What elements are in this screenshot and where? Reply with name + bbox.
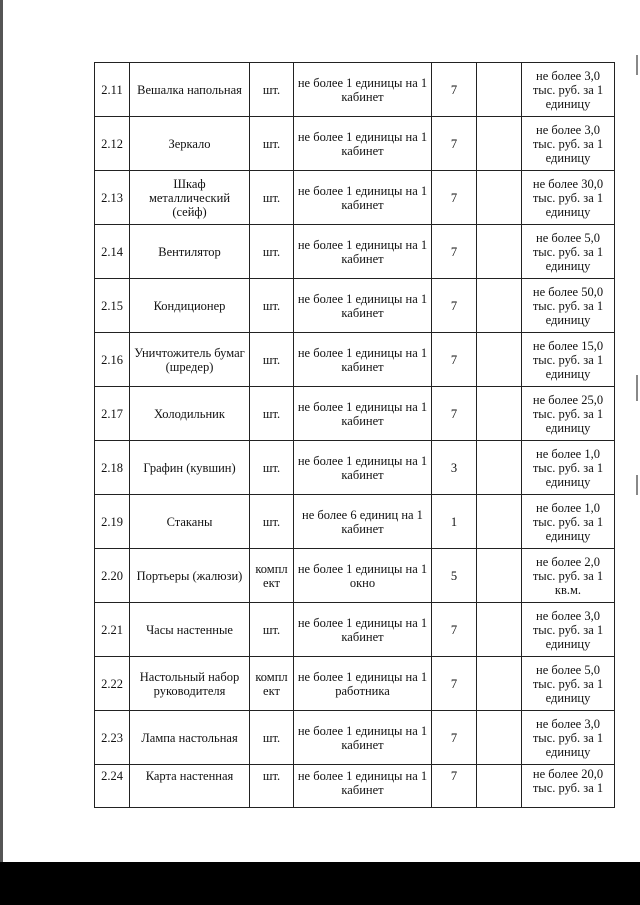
unit-cell: шт. — [250, 441, 294, 495]
price-limit-cell: не более 1,0 тыс. руб. за 1 единицу — [522, 495, 615, 549]
scan-mark — [636, 55, 638, 75]
quantity-norm-cell: не более 1 единицы на 1 кабинет — [294, 171, 432, 225]
item-name-cell: Шкаф металлический (сейф) — [130, 171, 250, 225]
unit-cell: шт. — [250, 765, 294, 808]
quantity-norm-cell: не более 1 единицы на 1 кабинет — [294, 117, 432, 171]
empty-cell-cell — [477, 117, 522, 171]
table-row — [95, 441, 615, 495]
empty-cell-cell — [477, 603, 522, 657]
service-life-cell: 3 — [432, 441, 477, 495]
price-limit-cell: не более 5,0 тыс. руб. за 1 единицу — [522, 225, 615, 279]
service-life-cell: 7 — [432, 225, 477, 279]
row-number-cell: 2.17 — [95, 387, 130, 441]
quantity-norm-cell: не более 1 единицы на 1 кабинет — [294, 387, 432, 441]
item-name-cell: Зеркало — [130, 117, 250, 171]
table-row — [95, 171, 615, 225]
item-name-cell: Вешалка напольная — [130, 63, 250, 117]
price-limit-cell: не более 30,0 тыс. руб. за 1 единицу — [522, 171, 615, 225]
empty-cell-cell — [477, 711, 522, 765]
row-number-cell: 2.18 — [95, 441, 130, 495]
quantity-norm-cell: не более 1 единицы на 1 кабинет — [294, 711, 432, 765]
item-name-cell: Вентилятор — [130, 225, 250, 279]
price-limit-cell: не более 1,0 тыс. руб. за 1 единицу — [522, 441, 615, 495]
table-row — [95, 603, 615, 657]
norms-table-body — [95, 63, 615, 808]
row-number-cell: 2.22 — [95, 657, 130, 711]
norms-table — [94, 62, 615, 808]
quantity-norm-cell: не более 1 единицы на 1 кабинет — [294, 603, 432, 657]
table-row — [95, 711, 615, 765]
quantity-norm-cell: не более 6 единиц на 1 кабинет — [294, 495, 432, 549]
service-life-cell: 7 — [432, 171, 477, 225]
row-number-cell: 2.23 — [95, 711, 130, 765]
unit-cell: шт. — [250, 603, 294, 657]
unit-cell: компл ект — [250, 657, 294, 711]
empty-cell-cell — [477, 387, 522, 441]
page-left-edge — [0, 0, 3, 862]
row-number-cell: 2.21 — [95, 603, 130, 657]
unit-cell: шт. — [250, 117, 294, 171]
service-life-cell: 5 — [432, 549, 477, 603]
price-limit-cell: не более 25,0 тыс. руб. за 1 единицу — [522, 387, 615, 441]
service-life-cell: 7 — [432, 657, 477, 711]
empty-cell-cell — [477, 765, 522, 808]
item-name-cell: Настольный набор руководителя — [130, 657, 250, 711]
table-row — [95, 387, 615, 441]
table-row — [95, 549, 615, 603]
empty-cell-cell — [477, 63, 522, 117]
item-name-cell: Портьеры (жалюзи) — [130, 549, 250, 603]
price-limit-cell: не более 3,0 тыс. руб. за 1 единицу — [522, 711, 615, 765]
item-name-cell: Карта настенная — [130, 765, 250, 808]
quantity-norm-cell: не более 1 единицы на 1 работника — [294, 657, 432, 711]
quantity-norm-cell: не более 1 единицы на 1 кабинет — [294, 333, 432, 387]
row-number-cell: 2.12 — [95, 117, 130, 171]
quantity-norm-cell: не более 1 единицы на 1 кабинет — [294, 225, 432, 279]
price-limit-cell: не более 3,0 тыс. руб. за 1 единицу — [522, 117, 615, 171]
price-limit-cell: не более 3,0 тыс. руб. за 1 единицу — [522, 63, 615, 117]
item-name-cell: Кондиционер — [130, 279, 250, 333]
table-row — [95, 765, 615, 808]
price-limit-cell: не более 5,0 тыс. руб. за 1 единицу — [522, 657, 615, 711]
quantity-norm-cell: не более 1 единицы на 1 окно — [294, 549, 432, 603]
row-number-cell: 2.11 — [95, 63, 130, 117]
item-name-cell: Часы настенные — [130, 603, 250, 657]
unit-cell: шт. — [250, 333, 294, 387]
row-number-cell: 2.13 — [95, 171, 130, 225]
empty-cell-cell — [477, 549, 522, 603]
table-row — [95, 225, 615, 279]
service-life-cell: 1 — [432, 495, 477, 549]
quantity-norm-cell: не более 1 единицы на 1 кабинет — [294, 441, 432, 495]
item-name-cell: Лампа настольная — [130, 711, 250, 765]
quantity-norm-cell: не более 1 единицы на 1 кабинет — [294, 63, 432, 117]
table-row — [95, 495, 615, 549]
empty-cell-cell — [477, 171, 522, 225]
price-limit-cell: не более 2,0 тыс. руб. за 1 кв.м. — [522, 549, 615, 603]
table-row — [95, 657, 615, 711]
row-number-cell: 2.14 — [95, 225, 130, 279]
empty-cell-cell — [477, 279, 522, 333]
service-life-cell: 7 — [432, 711, 477, 765]
item-name-cell: Уничтожитель бумаг (шредер) — [130, 333, 250, 387]
scan-mark — [636, 475, 638, 495]
empty-cell-cell — [477, 495, 522, 549]
unit-cell: шт. — [250, 495, 294, 549]
service-life-cell: 7 — [432, 63, 477, 117]
table-row — [95, 279, 615, 333]
unit-cell: шт. — [250, 225, 294, 279]
item-name-cell: Холодильник — [130, 387, 250, 441]
service-life-cell: 7 — [432, 279, 477, 333]
price-limit-cell: не более 50,0 тыс. руб. за 1 единицу — [522, 279, 615, 333]
scan-mark — [636, 375, 638, 401]
scan-bottom-bar — [0, 862, 640, 905]
unit-cell: компл ект — [250, 549, 294, 603]
price-limit-cell: не более 15,0 тыс. руб. за 1 единицу — [522, 333, 615, 387]
unit-cell: шт. — [250, 387, 294, 441]
table-row — [95, 333, 615, 387]
service-life-cell: 7 — [432, 765, 477, 808]
row-number-cell: 2.19 — [95, 495, 130, 549]
quantity-norm-cell: не более 1 единицы на 1 кабинет — [294, 765, 432, 808]
row-number-cell: 2.20 — [95, 549, 130, 603]
empty-cell-cell — [477, 333, 522, 387]
item-name-cell: Стаканы — [130, 495, 250, 549]
row-number-cell: 2.16 — [95, 333, 130, 387]
service-life-cell: 7 — [432, 387, 477, 441]
unit-cell: шт. — [250, 711, 294, 765]
service-life-cell: 7 — [432, 333, 477, 387]
service-life-cell: 7 — [432, 117, 477, 171]
table-row — [95, 117, 615, 171]
unit-cell: шт. — [250, 279, 294, 333]
table-row — [95, 63, 615, 117]
row-number-cell: 2.15 — [95, 279, 130, 333]
item-name-cell: Графин (кувшин) — [130, 441, 250, 495]
empty-cell-cell — [477, 225, 522, 279]
unit-cell: шт. — [250, 63, 294, 117]
price-limit-cell: не более 3,0 тыс. руб. за 1 единицу — [522, 603, 615, 657]
empty-cell-cell — [477, 441, 522, 495]
row-number-cell: 2.24 — [95, 765, 130, 808]
unit-cell: шт. — [250, 171, 294, 225]
quantity-norm-cell: не более 1 единицы на 1 кабинет — [294, 279, 432, 333]
service-life-cell: 7 — [432, 603, 477, 657]
empty-cell-cell — [477, 657, 522, 711]
price-limit-cell: не более 20,0 тыс. руб. за 1 — [522, 765, 615, 808]
